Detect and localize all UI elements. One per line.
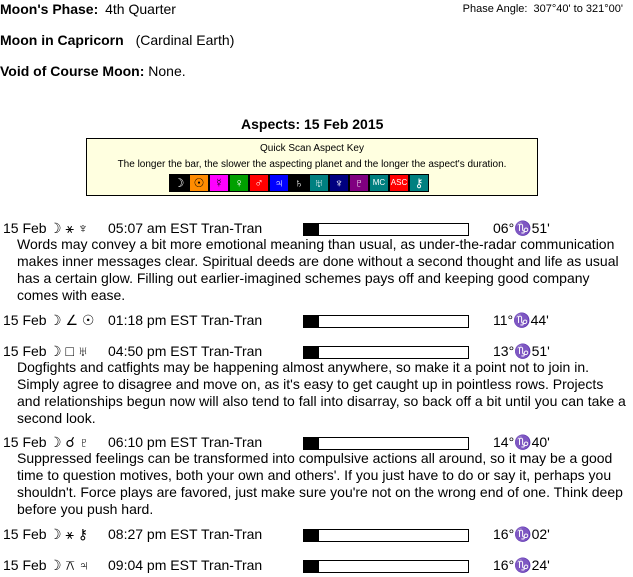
saturn-glyph-icon: ♄ bbox=[289, 174, 309, 192]
aspect-date: 15 Feb bbox=[3, 434, 47, 450]
moon-sign-label: Moon in Capricorn bbox=[0, 32, 124, 48]
sun-glyph-icon: ☉ bbox=[189, 174, 209, 192]
duration-bar-fill bbox=[304, 224, 319, 235]
void-of-course-label: Void of Course Moon: bbox=[0, 63, 145, 79]
void-of-course-value: None. bbox=[148, 63, 186, 79]
jupiter-glyph-icon: ♃ bbox=[269, 174, 289, 192]
aspect-degree: 06°♑51' bbox=[493, 220, 550, 236]
uranus-glyph-icon: ♅ bbox=[309, 174, 329, 192]
aspect-degree: 16°♑02' bbox=[493, 526, 550, 542]
duration-bar-fill bbox=[304, 347, 319, 358]
mars-glyph-icon: ♂ bbox=[249, 174, 269, 192]
aspect-degree: 16°♑24' bbox=[493, 557, 550, 573]
aspect-degree: 13°♑51' bbox=[493, 343, 550, 359]
duration-bar-fill bbox=[304, 530, 319, 541]
moon-glyph-icon: ☽ bbox=[169, 174, 189, 192]
aspect-row bbox=[3, 526, 628, 546]
aspect-date: 15 Feb bbox=[3, 220, 47, 236]
chiron-glyph-icon: ⚷ bbox=[409, 174, 429, 192]
mercury-glyph-icon: ☿ bbox=[209, 174, 229, 192]
aspect-row bbox=[3, 312, 628, 332]
aspect-symbols: ☽ ☌ ♇ bbox=[49, 434, 90, 450]
duration-bar bbox=[303, 223, 469, 236]
pluto-glyph-icon: ♇ bbox=[349, 174, 369, 192]
moon-phase-value: 4th Quarter bbox=[105, 1, 176, 17]
phase-angle-label: Phase Angle: bbox=[462, 3, 528, 15]
void-of-course bbox=[0, 63, 186, 79]
moon-phase-label: Moon's Phase: bbox=[0, 1, 99, 17]
midheaven-glyph-icon: MC bbox=[369, 174, 389, 192]
aspect-degree: 11°♑44' bbox=[493, 312, 549, 328]
aspect-type: Tran-Tran bbox=[201, 220, 263, 236]
aspect-symbols: ☽ ∠ ☉ bbox=[49, 312, 95, 328]
aspect-type: Tran-Tran bbox=[201, 434, 263, 450]
aspect-type: Tran-Tran bbox=[201, 526, 263, 542]
aspect-type: Tran-Tran bbox=[201, 557, 263, 573]
aspect-key-title: Quick Scan Aspect Key bbox=[260, 143, 364, 154]
duration-bar bbox=[303, 529, 469, 542]
aspect-type: Tran-Tran bbox=[201, 312, 263, 328]
duration-bar-fill bbox=[304, 561, 319, 572]
aspect-time: 09:04 pm EST bbox=[108, 557, 198, 573]
duration-bar bbox=[303, 560, 469, 573]
aspect-date: 15 Feb bbox=[3, 312, 47, 328]
aspects-title: Aspects: 15 Feb 2015 bbox=[241, 116, 384, 132]
neptune-glyph-icon: ♆ bbox=[329, 174, 349, 192]
duration-bar bbox=[303, 315, 469, 328]
aspect-key-box bbox=[86, 138, 538, 196]
aspect-row bbox=[3, 557, 628, 577]
moon-sign bbox=[0, 32, 234, 48]
aspect-symbols: ☽ ⚻ ♃ bbox=[49, 557, 90, 573]
aspect-description: Words may convey a bit more emotional meaning than usual, as under-the-radar communication makes inner messages clear. Spiritual deeds are done without a second thought and life as usual has a certain glow. Filling out earlier-imagined schemes pays off and keeping good company comes with ease. bbox=[17, 236, 619, 303]
moon-sign-element: (Cardinal Earth) bbox=[135, 32, 235, 48]
aspect-date: 15 Feb bbox=[3, 526, 47, 542]
aspect-symbols: ☽ □ ♅ bbox=[49, 343, 89, 359]
aspect-symbols: ☽ ⚹ ⚷ bbox=[49, 526, 88, 542]
aspect-degree: 14°♑40' bbox=[493, 434, 550, 450]
phase-angle bbox=[463, 3, 623, 15]
phase-angle-value: 307°40' to 321°00' bbox=[533, 3, 623, 15]
aspect-description: Suppressed feelings can be transformed into compulsive actions all around, so it may be a good time to question motives, both your own and others'. If you just have to do or say it, perhaps you shouldn't. Force plays are favored, just make sure you're not on the wrong end of one. Think deep before you push hard. bbox=[17, 450, 623, 517]
ascendant-glyph-icon: ASC bbox=[389, 174, 409, 192]
aspect-time: 01:18 pm EST bbox=[108, 312, 198, 328]
moon-phase bbox=[0, 1, 176, 17]
aspect-time: 08:27 pm EST bbox=[108, 526, 198, 542]
venus-glyph-icon: ♀ bbox=[229, 174, 249, 192]
aspect-key-description: The longer the bar, the slower the aspecting planet and the longer the aspect's duration. bbox=[117, 159, 507, 170]
aspect-description: Dogfights and catfights may be happening almost anywhere, so make it a point not to join in. Simply agree to disagree and move on, as it's easy to get caught up in pointless rows. Projects and relationships begun now will also tend to fall into disarray, so back off a bit until you can take a second look. bbox=[17, 359, 626, 426]
aspect-key-glyphs bbox=[169, 174, 429, 192]
aspect-time: 06:10 pm EST bbox=[108, 434, 198, 450]
aspect-type: Tran-Tran bbox=[201, 343, 263, 359]
duration-bar-fill bbox=[304, 316, 319, 327]
duration-bar bbox=[303, 437, 469, 450]
aspect-date: 15 Feb bbox=[3, 557, 47, 573]
aspect-time: 04:50 pm EST bbox=[108, 343, 198, 359]
aspect-time: 05:07 am EST bbox=[108, 220, 198, 236]
aspect-date: 15 Feb bbox=[3, 343, 47, 359]
duration-bar bbox=[303, 346, 469, 359]
duration-bar-fill bbox=[304, 438, 319, 449]
aspect-symbols: ☽ ⚹ ♆ bbox=[49, 220, 89, 236]
